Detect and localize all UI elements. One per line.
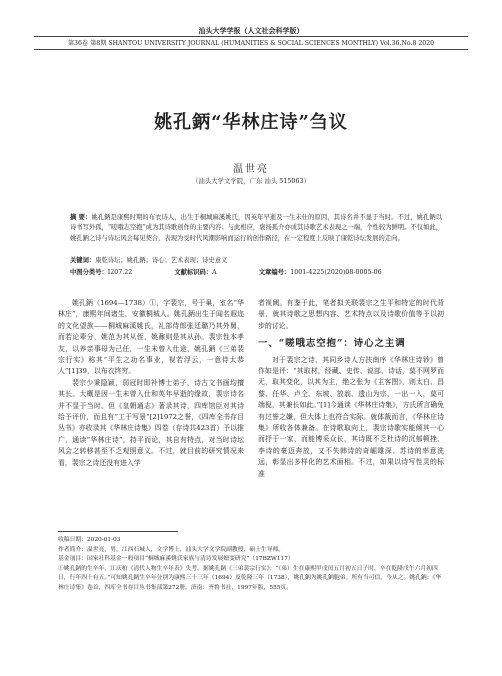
header-rule-top bbox=[34, 36, 468, 37]
footnotes bbox=[58, 536, 444, 594]
body-paragraph: 者视阈。有鉴于此，笔者拟关联裴宗之生平和特定的时代背景，就其诗歌之思想内容、艺术特点以及诗歌价值等予以初步的讨论。 bbox=[258, 299, 444, 330]
article-number-value: 1001-4225(2020)08-0005-06 bbox=[290, 269, 382, 276]
header-rule-bottom bbox=[34, 49, 468, 50]
footnote-funding: 基金项目：国家社科基金一般项目“桐城麻溪姚氏家族与清诗发展嬗变研究”（17BZW117） bbox=[58, 556, 294, 563]
footnote-note-1: ①姚孔鈵的生卒年，江庆柏《清代人物生卒年表》失考。据姚孔鈵《三弟裴宗行实》：“（弟）生在康熙甲戌闰五月初五日子时，卒在乾隆戊午六月初四日，行年四十有五。”可知姚孔鈵生卒年分别为康熙三十三年（1694）及乾隆三年（1738），姚孔鈵为姚孔鈵胞弟。所有当可信，今从之。姚孔鈵：《华林庄诗集》卷首，四库全书存目丛书集部第272册，济南：齐鲁书社，1997年版，555页。 bbox=[58, 565, 442, 591]
keywords bbox=[70, 256, 442, 266]
classification-row bbox=[70, 268, 442, 278]
author-affiliation: （汕头大学文学院，广东 汕头 515063） bbox=[192, 177, 310, 185]
body-column-right bbox=[258, 298, 444, 480]
doc-code-value: A bbox=[212, 269, 217, 276]
abstract-text: 姚孔鈵是康熙时期的布衣诗人，出生于桐城麻溪姚氏，因英年早逝及一生未仕的原因，其诗名并不显于当时。不过，姚孔鈵以诗书写外孤，“嗟哦志空抱”成为其诗歌创作的主要内容；与此相应，褒扬孤介亦成其诗歌艺术表现之一端，个性较为鲜明。不仅如此，姚孔鈵之诗与诗坛风会每见契合，表现为受时代风潮影响而运行的创作路径，在一定程度上反映了康乾诗坛发展的走向。 bbox=[70, 214, 442, 242]
journal-issue-line: 第36卷 第8期 SHANTOU UNIVERSITY JOURNAL (HUMANITIES & SOCIAL SCIENCES MONTHLY) Vol.36.No.8 2020 bbox=[67, 40, 435, 47]
body-column-left bbox=[58, 298, 244, 469]
clc-value: I207.22 bbox=[107, 269, 133, 276]
footnote-received-date: 收稿日期：2020-01-03 bbox=[58, 537, 121, 543]
author-name: 温世亮 bbox=[233, 164, 269, 175]
body-paragraph: 裴宗少秉隐颖，弱冠时即补博士弟子，诗古文书画均擅其长。大概是因一生未曾入仕和英年早逝的缘故，裴宗诗名并不显于当时。但《皇朝通志》著录其诗，四库馆臣对其诗给予评价，而且有“工于写景”[2]1972之誉，《四库全书存目丛书》亦收录其《华林庄诗集》四卷（存诗共423首）予以推广，通读“华林庄诗”，持平而论，其自有特点，对当时诗坛风会之转移甚至不乏观照意义。不过，就目前的研究情况来看，裴宗之诗还没有进入学 bbox=[58, 378, 244, 467]
body-paragraph: 姚孔鈵（1694—1738）①，字裴宗，号于巢，室名“华林庄”，康熙年间诸生，安徽桐城人。姚孔鈵出生于闻名遐迩的文化望族——桐城麻溪姚氏，礼部侍郎张廷璐乃其外舅，而若论辈分，姚范为其从侄，姚鼐则是其从孙。裴宗性本孝友，以养亲事母为己任，一生未曾入仕途，姚孔鈵《三弟裴宗行实》称其“平生之功名事业，视若浮云，一意侍太恭人”[1]39，以布衣终穷。 bbox=[58, 299, 244, 376]
article-title: 姚孔鈵“华林庄诗”刍议 bbox=[154, 112, 348, 133]
keywords-text: 康乾诗坛；姚孔鈵；诗心；艺术表现；诗史意义 bbox=[95, 257, 228, 264]
body-paragraph: 对于裴宗之诗，其同乡诗人方扶南序《华林庄诗钞》曾作如是评：“其取材，经藏、史传、说部、诗话，莫不网罗而无，取其变化，以其为主，绝之张为《主客图》，则太白、昌黎、任华、卢仝、东坡、放翁、遗山为宗，一出一入，莫可端倪，其兼长如此。”[1]今通读《华林庄诗集》，方氏所言确免有过誉之嫌，但大体上也符合实际。就体裁而言，《华林庄诗集》所收各体兼备。在诗歌取向上，裴宗诗歌实能倾其一心而抒于一家，而能博采众长，其诗既不乏杜诗的沉郁顿挫、李诗的豪迈奔放，又不失韩诗的奇崛雄深、苏诗的率意洗远，彰显出多样化的艺术面相。不过，如果以诗写性灵的标准 bbox=[258, 355, 444, 478]
abstract-label: 摘 要： bbox=[70, 214, 92, 221]
footnote-author-bio: 作者简介：温世亮，男，江西石城人，文学博士，汕头大学文学院副教授，硕士生导师。 bbox=[58, 546, 285, 553]
footnote-rule bbox=[58, 531, 178, 532]
journal-name: 汕头大学学报（人文社会科学版） bbox=[198, 26, 304, 35]
clc-label: 中图分类号： bbox=[70, 269, 108, 276]
abstract bbox=[70, 213, 442, 244]
section-heading: 一、“嗟哦志空抱”：诗心之主调 bbox=[258, 338, 406, 350]
article-number-label: 文章编号： bbox=[258, 269, 291, 276]
keywords-label: 关键词： bbox=[70, 257, 96, 264]
doc-code-label: 文献标识码： bbox=[174, 269, 213, 276]
